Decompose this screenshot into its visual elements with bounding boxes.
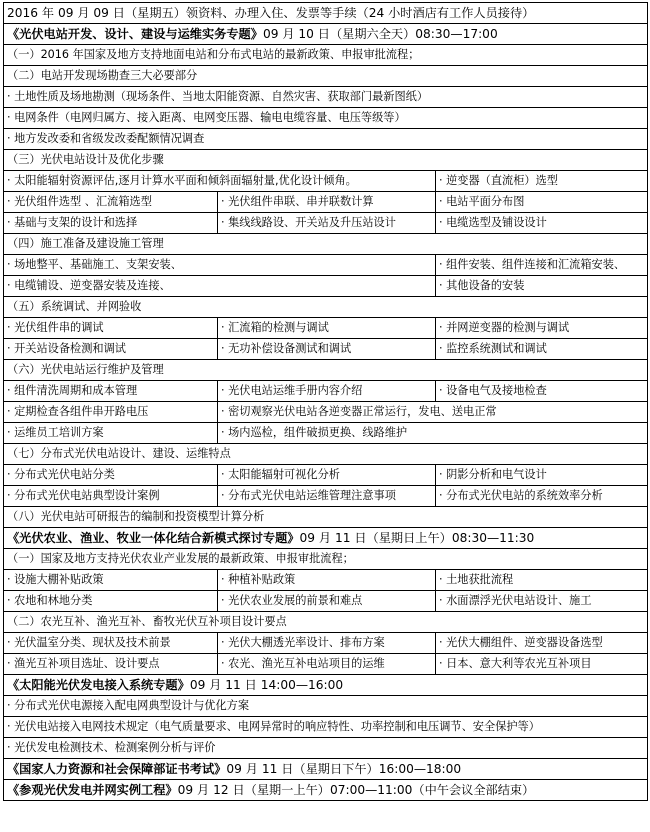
topic-header — [4, 675, 648, 696]
schedule-row — [4, 360, 648, 381]
row-cell: · 基础与支架的设计和选择 — [4, 213, 218, 234]
row-text: （八）光伏电站可研报告的编制和投资模型计算分析 — [4, 507, 648, 528]
schedule-row — [4, 423, 648, 444]
schedule-row — [4, 213, 648, 234]
schedule-row — [4, 87, 648, 108]
row-cell: · 汇流箱的检测与调试 — [218, 318, 436, 339]
row-cell: · 太阳能辐射资源评估,逐月计算水平面和倾斜面辐射量,优化设计倾角。 — [4, 171, 436, 192]
schedule-row — [4, 633, 648, 654]
row-cell: · 渔光互补项目选址、设计要点 — [4, 654, 218, 675]
schedule-row — [4, 696, 648, 717]
schedule-row — [4, 738, 648, 759]
schedule-row — [4, 192, 648, 213]
row-text: · 光伏发电检测技术、检测案例分析与评价 — [4, 738, 648, 759]
row-cell: · 分布式光伏电站的系统效率分析 — [436, 486, 648, 507]
row-cell: · 日本、意大利等农光互补项目 — [436, 654, 648, 675]
schedule-row — [4, 444, 648, 465]
topic-header-row — [4, 528, 648, 549]
schedule-row — [4, 66, 648, 87]
row-cell: · 农光、渔光互补电站项目的运维 — [218, 654, 436, 675]
row-text: （一）国家及地方支持光伏农业产业发展的最新政策、申报审批流程； — [4, 549, 648, 570]
row-text: （五）系统调试、并网验收 — [4, 297, 648, 318]
row-cell: · 光伏组件串联、串并联数计算 — [218, 192, 436, 213]
row-cell: · 场地整平、基础施工、支架安装、 — [4, 255, 436, 276]
row-cell: · 电缆铺设、逆变器安装及连接、 — [4, 276, 436, 297]
row-cell: · 组件安装、组件连接和汇流箱安装、 — [436, 255, 648, 276]
row-text: （三）光伏电站设计及优化步骤 — [4, 150, 648, 171]
row-cell: · 组件清洗周期和成本管理 — [4, 381, 218, 402]
row-cell: · 水面漂浮光伏电站设计、施工 — [436, 591, 648, 612]
row-cell: · 光伏组件选型 、汇流箱选型 — [4, 192, 218, 213]
schedule-row — [4, 486, 648, 507]
row-text: · 分布式光伏电源接入配电网典型设计与优化方案 — [4, 696, 648, 717]
topic-header-row — [4, 780, 648, 801]
row-cell: · 电站平面分布图 — [436, 192, 648, 213]
row-text: （四）施工准备及建设施工管理 — [4, 234, 648, 255]
row-cell: · 光伏大棚透光率设计、排布方案 — [218, 633, 436, 654]
topic-header — [4, 759, 648, 780]
schedule-row — [4, 234, 648, 255]
schedule-row — [4, 549, 648, 570]
row-cell: · 土地获批流程 — [436, 570, 648, 591]
row-cell: · 光伏大棚组件、逆变器设备选型 — [436, 633, 648, 654]
topic-header — [4, 528, 648, 549]
topic-header-row — [4, 759, 648, 780]
row-text: （七）分布式光伏电站设计、建设、运维特点 — [4, 444, 648, 465]
schedule-row — [4, 276, 648, 297]
topic-time: 09 月 12 日（星期一上午）07:00—11:00（中午会议全部结束） — [177, 783, 535, 797]
schedule-row — [4, 318, 648, 339]
topic-title: 《参观光伏发电并网实例工程》 — [7, 783, 178, 797]
schedule-table — [3, 2, 648, 801]
schedule-row — [4, 717, 648, 738]
topic-header — [4, 24, 648, 45]
schedule-row — [4, 129, 648, 150]
row-cell: · 运维员工培训方案 — [4, 423, 218, 444]
row-cell: · 监控系统测试和调试 — [436, 339, 648, 360]
row-text: （六）光伏电站运行维护及管理 — [4, 360, 648, 381]
topic-time: 09 月 11 日（星期日下午）16:00—18:00 — [226, 762, 462, 776]
schedule-row — [4, 45, 648, 66]
row-cell: · 分布式光伏电站分类 — [4, 465, 218, 486]
schedule-row — [4, 150, 648, 171]
topic-header-row — [4, 675, 648, 696]
topic-title: 《国家人力资源和社会保障部证书考试》 — [7, 762, 227, 776]
topic-title: 《光伏电站开发、设计、建设与运维实务专题》 — [7, 27, 263, 41]
schedule-row — [4, 255, 648, 276]
intro-text: 2016 年 09 月 09 日（星期五）领资料、办理入住、发票等手续（24 小时酒店有工作人员接待） — [4, 3, 648, 24]
row-cell: · 种植补贴政策 — [218, 570, 436, 591]
row-cell: · 无功补偿设备测试和调试 — [218, 339, 436, 360]
schedule-row — [4, 654, 648, 675]
topic-header — [4, 780, 648, 801]
row-cell: · 定期检查各组件串开路电压 — [4, 402, 218, 423]
row-text: （二）农光互补、渔光互补、畜牧光伏互补项目设计要点 — [4, 612, 648, 633]
row-cell: · 光伏电站运维手册内容介绍 — [218, 381, 436, 402]
row-cell: · 并网逆变器的检测与调试 — [436, 318, 648, 339]
row-text: · 地方发改委和省级发改委配额情况调查 — [4, 129, 648, 150]
row-text: · 电网条件（电网归属方、接入距离、电网变压器、输电电缆容量、电压等级等） — [4, 108, 648, 129]
row-cell: · 集线线路设、开关站及升压站设计 — [218, 213, 436, 234]
row-text: （二）电站开发现场勘查三大必要部分 — [4, 66, 648, 87]
topic-time: 09 月 10 日（星期六全天）08:30—17:00 — [262, 27, 498, 41]
topic-header-row — [4, 24, 648, 45]
row-text: · 土地性质及场地勘测（现场条件、当地太阳能资源、自然灾害、获取部门最新图纸） — [4, 87, 648, 108]
topic-time: 09 月 11 日 14:00—16:00 — [189, 678, 344, 692]
topic-title: 《太阳能光伏发电接入系统专题》 — [7, 678, 190, 692]
row-text: · 光伏电站接入电网技术规定（电气质量要求、电网异常时的响应特性、功率控制和电压调节、安全保护等） — [4, 717, 648, 738]
schedule-row — [4, 612, 648, 633]
row-cell: · 农地和林地分类 — [4, 591, 218, 612]
topic-time: 09 月 11 日（星期日上午）08:30—11:30 — [299, 531, 535, 545]
schedule-row — [4, 339, 648, 360]
schedule-row — [4, 507, 648, 528]
row-cell: · 场内巡检，组件破损更换、线路维护 — [218, 423, 648, 444]
schedule-row — [4, 465, 648, 486]
row-cell: · 电缆选型及铺设设计 — [436, 213, 648, 234]
row-cell: · 密切观察光伏电站各逆变器正常运行，发电、送电正常 — [218, 402, 648, 423]
schedule-row — [4, 570, 648, 591]
row-text: （一）2016 年国家及地方支持地面电站和分布式电站的最新政策、申报审批流程； — [4, 45, 648, 66]
intro-row — [4, 3, 648, 24]
schedule-row — [4, 381, 648, 402]
row-cell: · 太阳能辐射可视化分析 — [218, 465, 436, 486]
row-cell: · 设备电气及接地检查 — [436, 381, 648, 402]
schedule-row — [4, 402, 648, 423]
row-cell: · 设施大棚补贴政策 — [4, 570, 218, 591]
topic-title: 《光伏农业、渔业、牧业一体化结合新模式探讨专题》 — [7, 531, 300, 545]
schedule-row — [4, 108, 648, 129]
row-cell: · 阴影分析和电气设计 — [436, 465, 648, 486]
row-cell: · 光伏温室分类、现状及技术前景 — [4, 633, 218, 654]
row-cell: · 逆变器（直流柜）选型 — [436, 171, 648, 192]
row-cell: · 开关站设备检测和调试 — [4, 339, 218, 360]
row-cell: · 分布式光伏电站典型设计案例 — [4, 486, 218, 507]
schedule-row — [4, 591, 648, 612]
row-cell: · 光伏组件串的调试 — [4, 318, 218, 339]
row-cell: · 其他设备的安装 — [436, 276, 648, 297]
schedule-row — [4, 297, 648, 318]
row-cell: · 分布式光伏电站运维管理注意事项 — [218, 486, 436, 507]
row-cell: · 光伏农业发展的前景和难点 — [218, 591, 436, 612]
schedule-row — [4, 171, 648, 192]
